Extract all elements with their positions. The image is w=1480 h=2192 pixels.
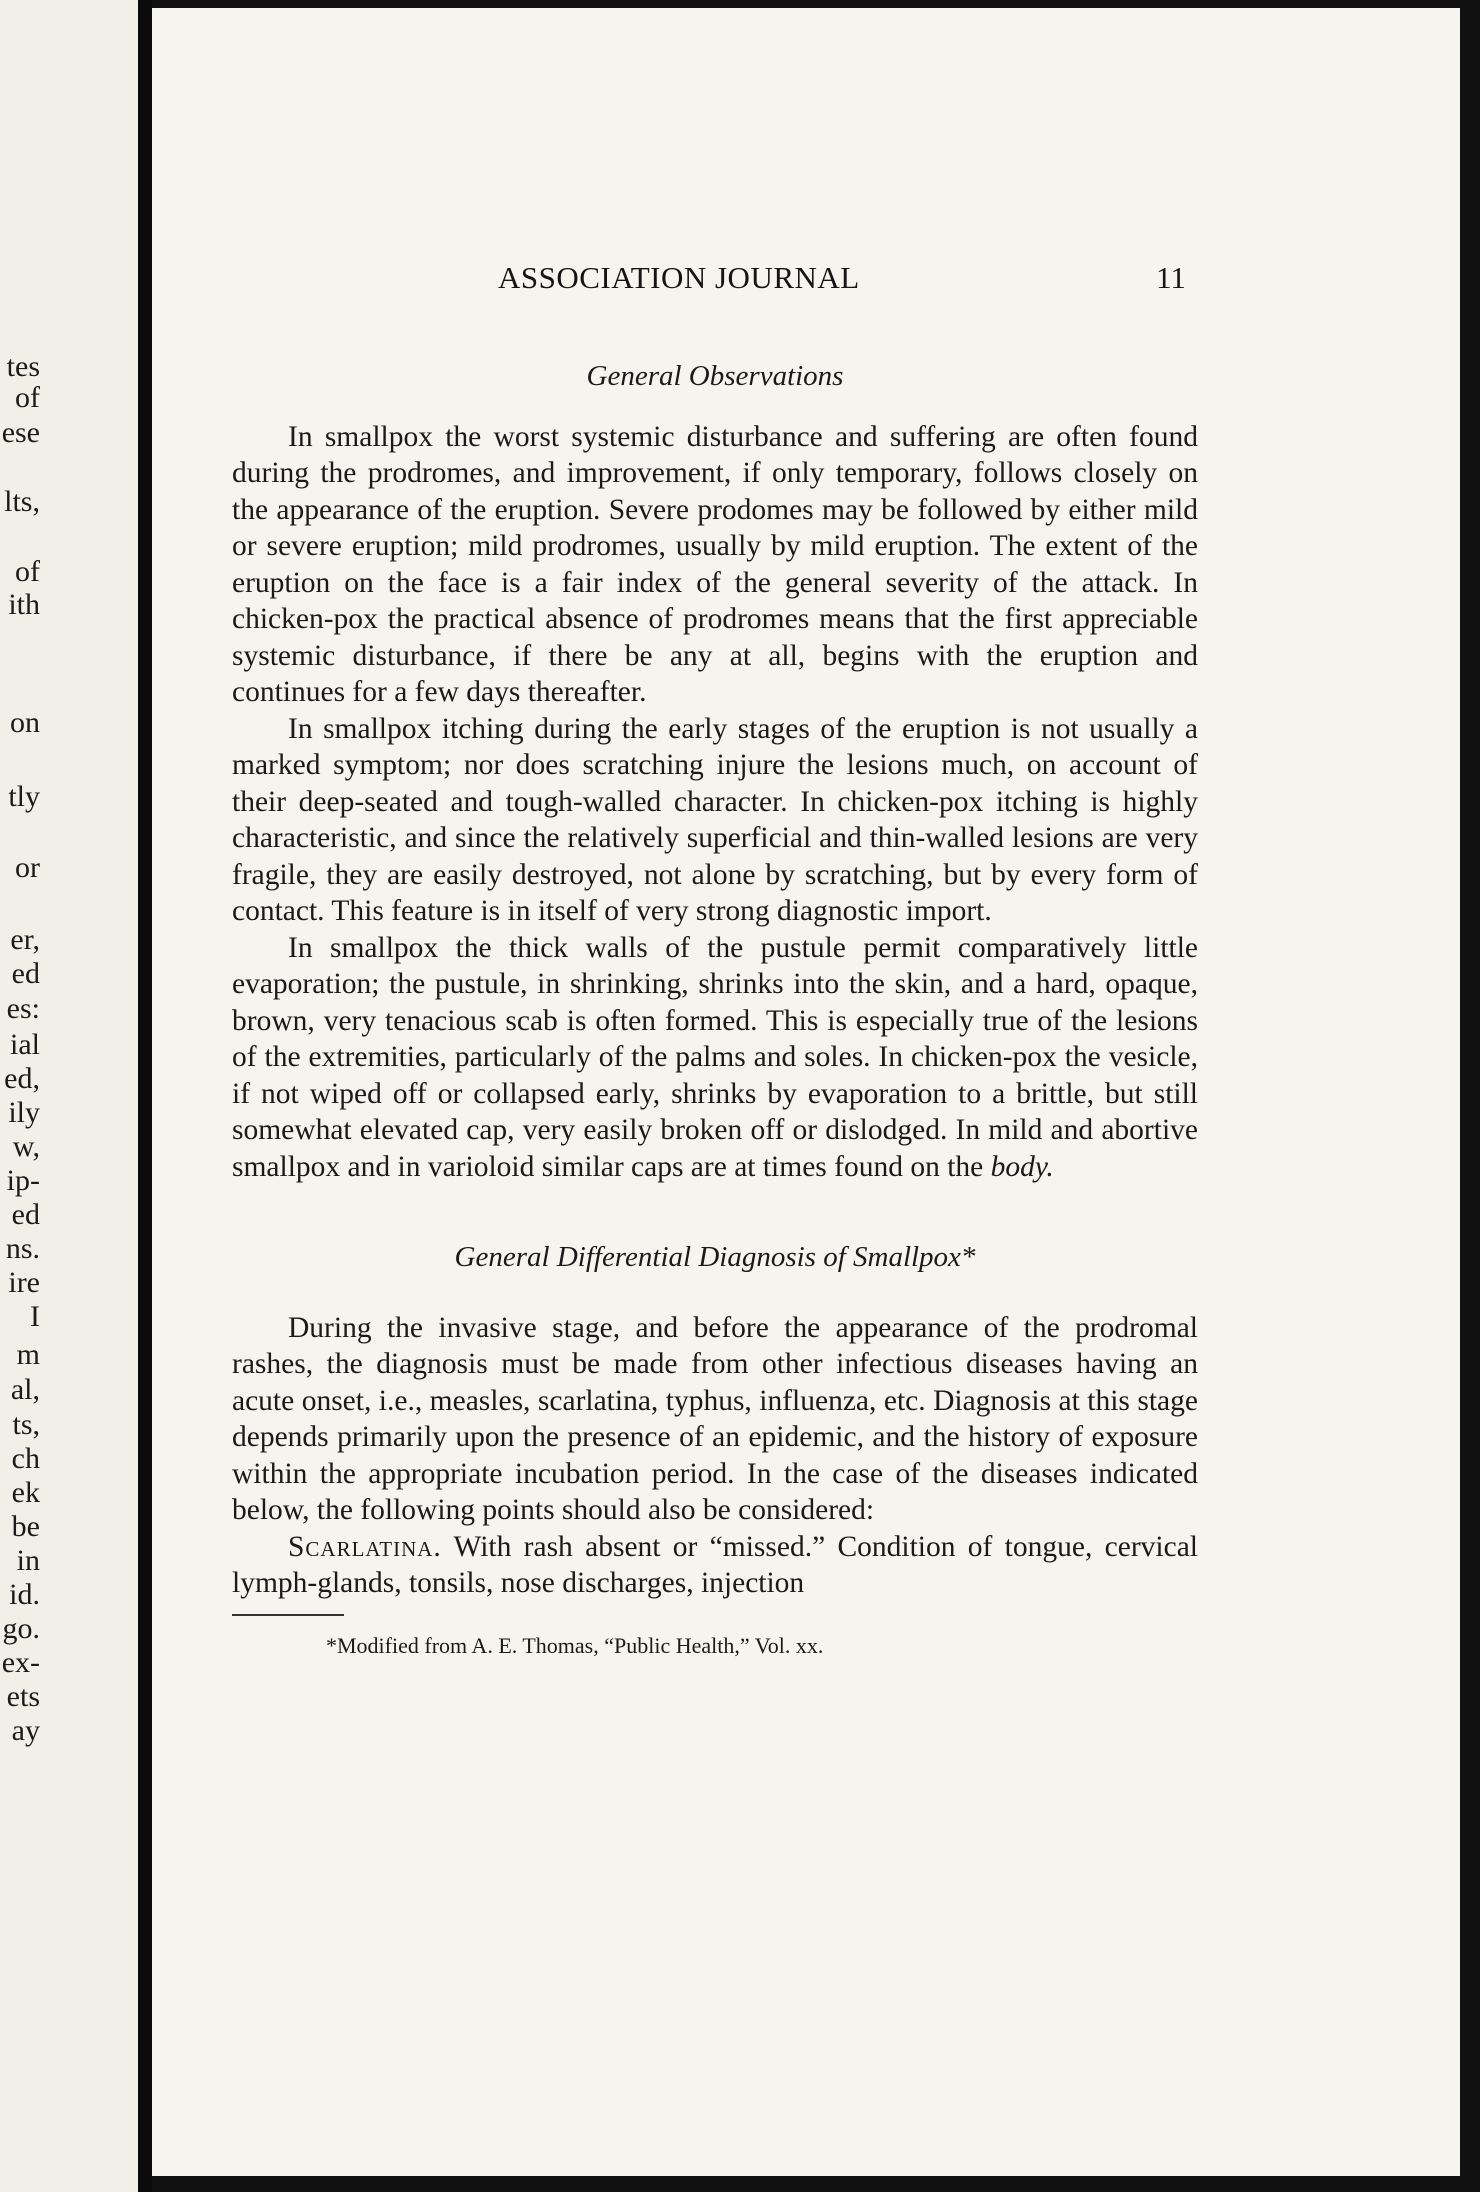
left-page-fragment: of [15,381,40,414]
left-page-fragment: ese [1,416,40,449]
scarlatina-label: Scarlatina. [288,1530,442,1563]
book-gutter [138,0,152,2192]
left-page-fragment: tly [8,780,40,813]
left-page-fragment: ily [8,1096,40,1129]
left-page-fragment: ek [11,1476,40,1509]
footnote: *Modified from A. E. Thomas, “Public Health,” Vol. xx. [326,1632,824,1658]
left-page-fragment: or [15,851,40,884]
left-page-fragment: w, [12,1130,40,1163]
left-page-fragment: ed [11,957,40,990]
left-page-fragment: id. [9,1578,40,1611]
emphasis-body: body. [990,1150,1054,1183]
left-page-fragment: ial [10,1028,40,1061]
left-page-fragment: ed, [4,1062,40,1095]
left-page-fragment: in [16,1544,40,1577]
left-page-fragment: tes [6,350,40,383]
right-page [152,8,1460,2176]
left-page-fragment: ets [6,1680,40,1713]
left-page-fragment: on [10,706,40,739]
left-page-fragment: be [11,1510,40,1543]
left-page-fragment: go. [2,1612,40,1645]
left-page-fragment: of [15,555,40,588]
left-page-fragment: es: [6,992,40,1025]
page-content [232,358,1198,1660]
left-page-fragment: al, [10,1373,40,1406]
left-page-fragment: er, [10,923,40,956]
left-page-fragment: ch [11,1442,40,1475]
paragraph-pustule [232,930,1198,1186]
left-page-fragment: ex- [1,1646,40,1679]
page-number: 11 [1156,260,1186,295]
paragraph-pustule-text: In smallpox the thick walls of the pustule permit comparatively little evaporation; the pustule, in shrinking, shrinks into the skin, and a hard, opaque, brown, very tenacious scab is often formed. This is especially true of the lesions of the extremities, particularly of the palms and soles. In chicken-pox the vesicle, if not wiped off or collapsed early, shrinks by evaporation to a brittle, but still somewhat elevated cap, very easily broken off or dislodged. In mild and abortive smallpox and in varioloid similar caps are at times found on the [232,931,1198,1183]
left-page-fragment: ns. [5,1232,40,1265]
left-page-fragment: I [30,1300,40,1333]
paragraph-invasive-stage: During the invasive stage, and before the appearance of the prodromal rashes, the diagnosis must be made from other infectious diseases having an acute onset, i.e., measles, scarlatina, typhus, influenza, etc. Diagnosis at this stage depends primarily upon the presence of an epidemic, and the history of exposure within the appropriate incubation period. In the case of the diseases indicated below, the following points should also be considered: [232,1311,1198,1526]
left-page-fragment: ith [8,588,40,621]
left-page-fragment: ip- [6,1164,40,1197]
section-heading-general-observations: General Observations [586,360,844,392]
footnote-rule [232,1614,344,1616]
paragraph-scarlatina [232,1529,1198,1602]
page-header [152,260,1460,300]
paragraph-itching: In smallpox itching during the early stages of the eruption is not usually a marked symptom; nor does scratching injure the lesions much, on account of their deep-seated and tough-walled character. In chicken-pox itching is highly characteristic, and since the relatively superficial and thin-walled lesions are very fragile, they are easily destroyed, not alone by scratching, but by every form of contact. This feature is in itself of very strong diagnostic import. [232,712,1198,927]
left-page-fragment: ts, [12,1408,40,1441]
running-title: ASSOCIATION JOURNAL [498,260,860,295]
left-page-fragment: m [16,1338,40,1371]
left-page-fragment: lts, [4,485,40,518]
left-page-fragment: ay [11,1714,40,1747]
left-page-fragment: ire [8,1266,40,1299]
scarlatina-text: With rash absent or “missed.” Condition of tongue, cervical lymph-glands, tonsils, nose discharges, injection [232,1530,1198,1599]
left-page-edge [0,0,138,2192]
paragraph-prodromes: In smallpox the worst systemic disturbance and suffering are often found during the prodromes, and improvement, if only temporary, follows closely on the appearance of the eruption. Severe prodomes may be followed by either mild or severe eruption; mild prodromes, usually by mild eruption. The extent of the eruption on the face is a fair index of the general severity of the attack. In chicken-pox the practical absence of prodromes means that the first appreciable systemic disturbance, if there be any at all, begins with the eruption and continues for a few days thereafter. [232,420,1198,708]
section-heading-differential-diagnosis: General Differential Diagnosis of Smallpox* [454,1241,976,1273]
left-page-fragment: ed [11,1198,40,1231]
